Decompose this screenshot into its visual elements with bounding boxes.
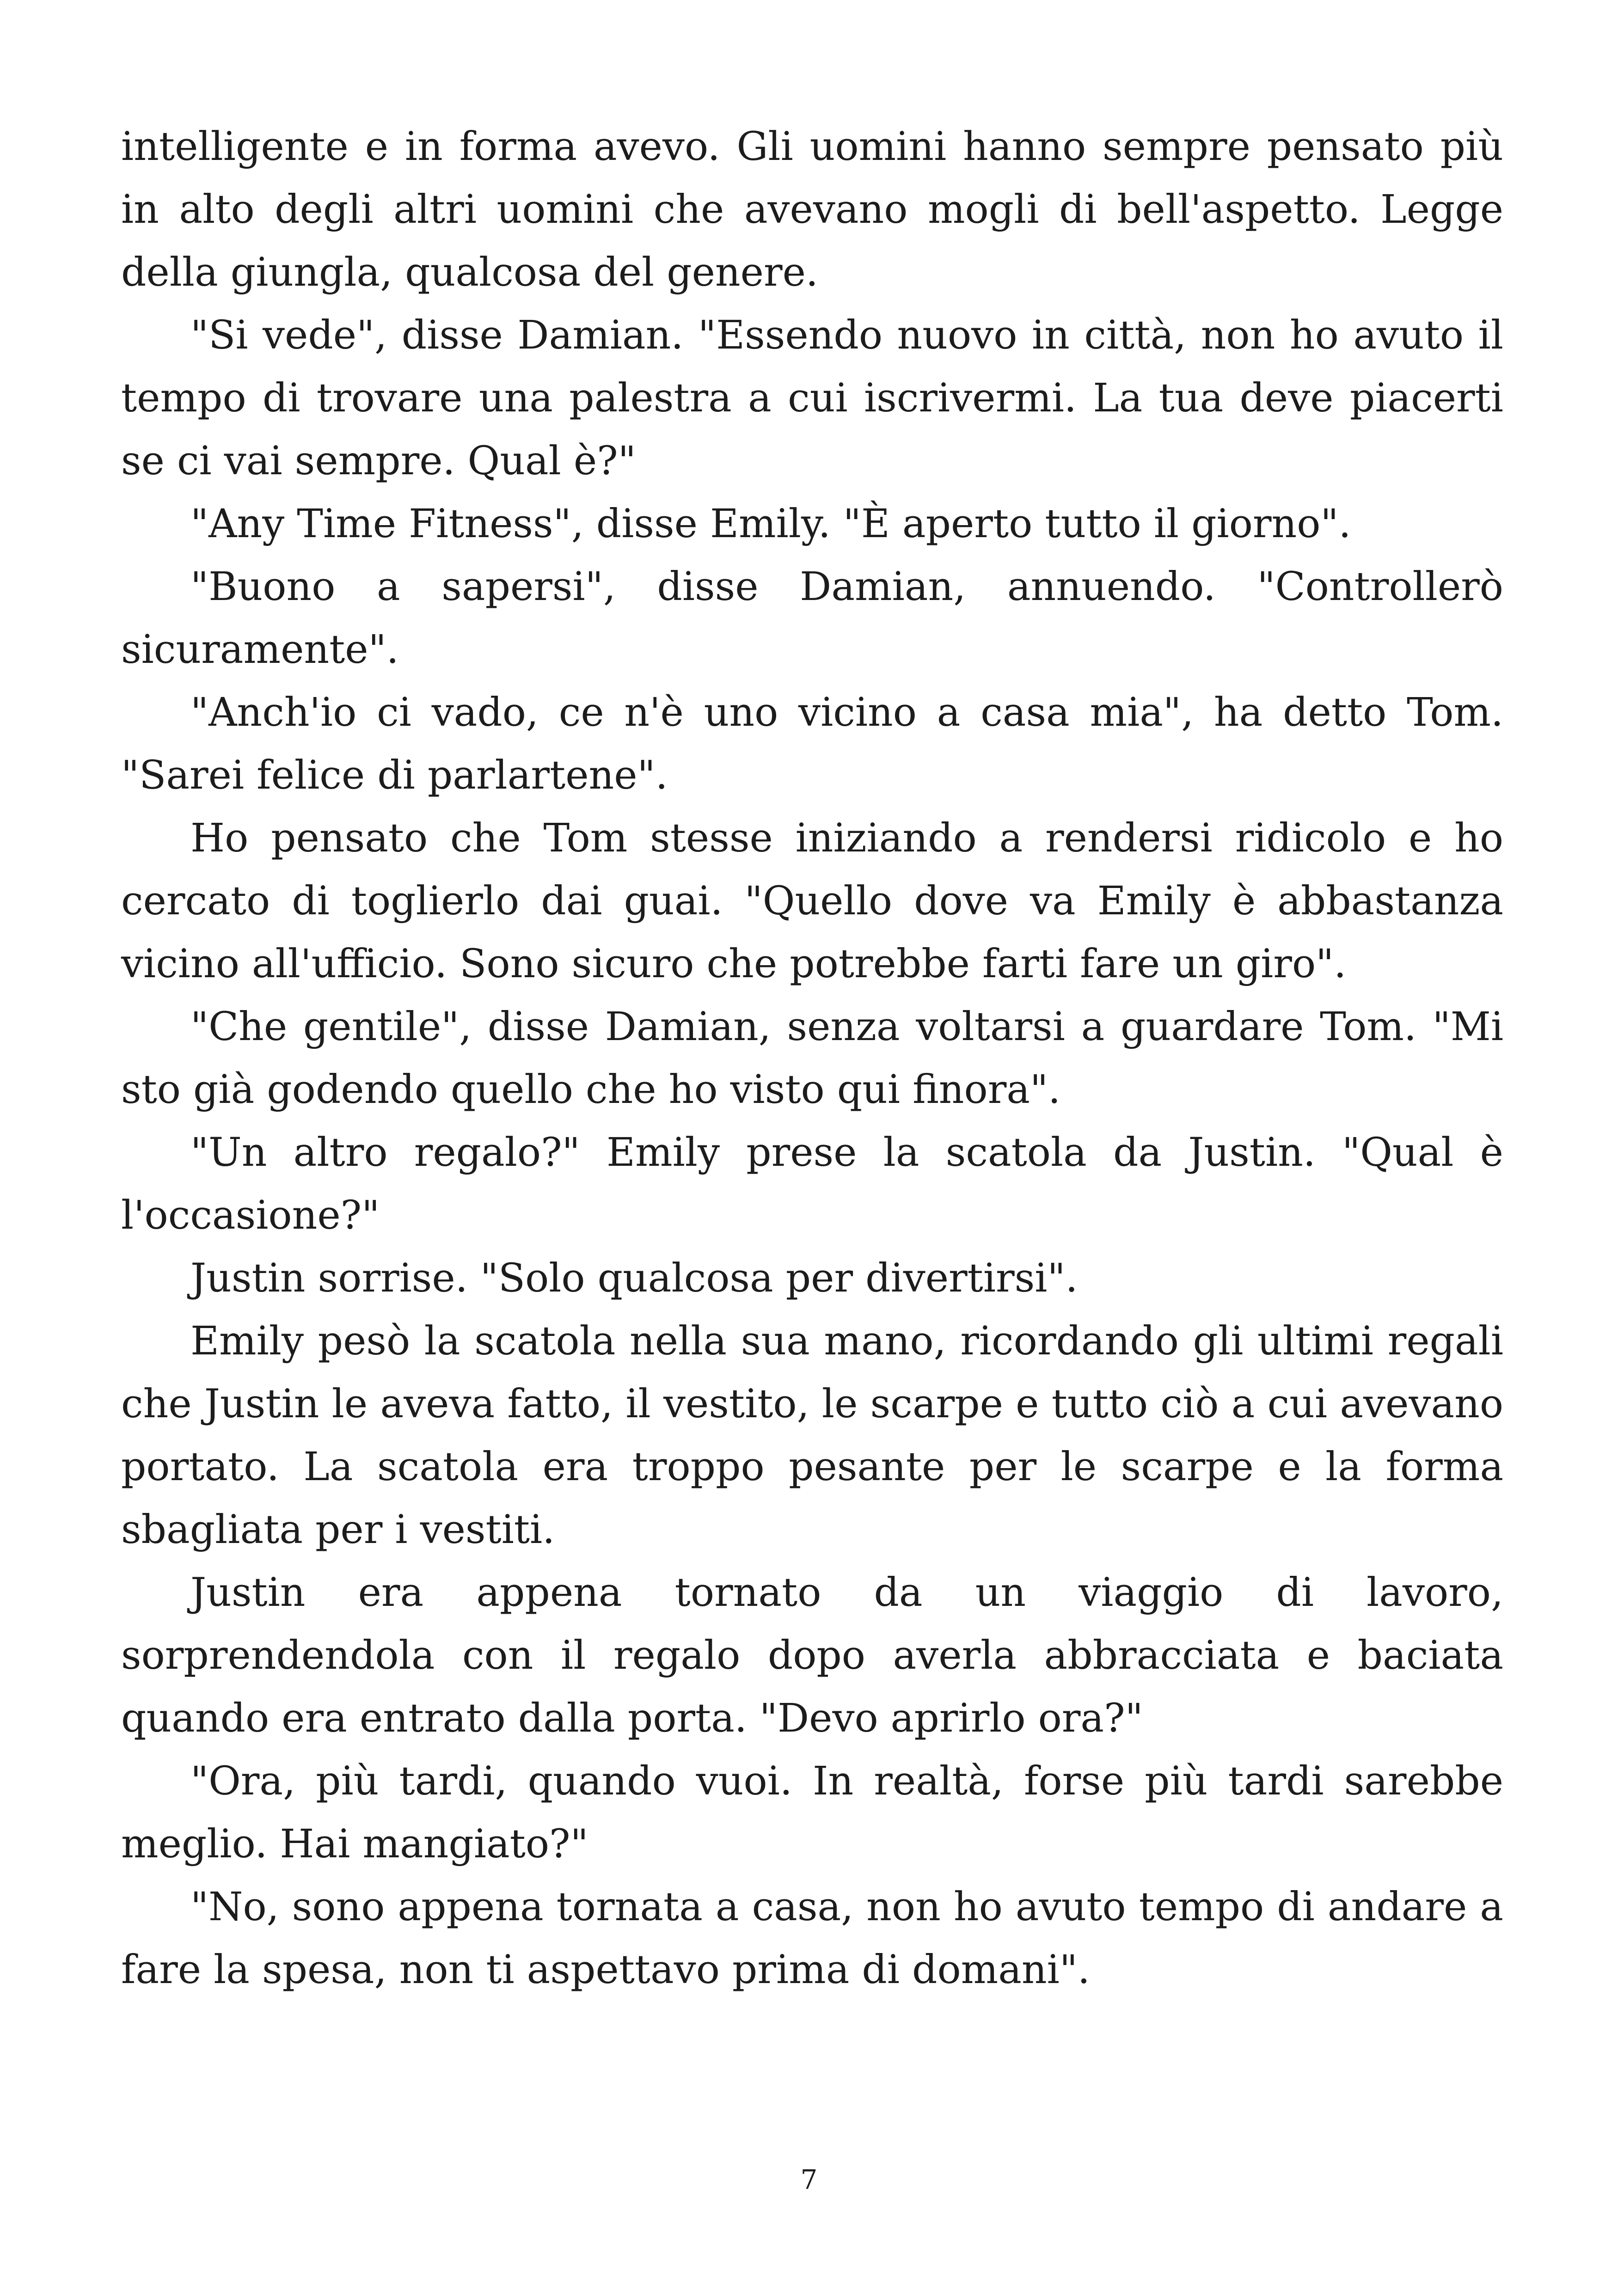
paragraph: "No, sono appena tornata a casa, non ho avuto tempo di andare a fare la spesa, non ti aspettavo prima di domani". [121,1884,1503,1993]
paragraph: "Anch'io ci vado, ce n'è uno vicino a casa mia", ha detto Tom. "Sarei felice di parlartene". [121,690,1503,798]
paragraph: "Buono a sapersi", disse Damian, annuendo. "Controllerò sicuramente". [121,564,1503,673]
paragraph: intelligente e in forma avevo. Gli uomini hanno sempre pensato più in alto degli altri uomini che avevano mogli di bell'aspetto. Legge della giungla, qualcosa del genere. [121,124,1503,295]
paragraph: "Un altro regalo?" Emily prese la scatola da Justin. "Qual è l'occasione?" [121,1130,1503,1238]
paragraph: Justin era appena tornato da un viaggio di lavoro, sorprendendola con il regalo dopo averla abbracciata e baciata quando era entrato dalla porta. "Devo aprirlo ora?" [121,1570,1503,1741]
page-number: 7 [800,2164,818,2195]
paragraph: "Che gentile", disse Damian, senza voltarsi a guardare Tom. "Mi sto già godendo quello che ho visto qui finora". [121,1004,1503,1113]
paragraph: "Any Time Fitness", disse Emily. "È aperto tutto il giorno". [190,501,1351,547]
paragraph: Justin sorrise. "Solo qualcosa per divertirsi". [190,1255,1078,1301]
paragraph: Ho pensato che Tom stesse iniziando a rendersi ridicolo e ho cercato di toglierlo dai guai. "Quello dove va Emily è abbastanza vicino all'ufficio. Sono sicuro che potrebbe farti fare un giro". [121,815,1503,987]
paragraph: Emily pesò la scatola nella sua mano, ricordando gli ultimi regali che Justin le aveva fatto, il vestito, le scarpe e tutto ciò a cui avevano portato. La scatola era troppo pesante per le scarpe e la forma sbagliata per i vestiti. [121,1318,1503,1553]
paragraph: "Si vede", disse Damian. "Essendo nuovo in città, non ho avuto il tempo di trovare una palestra a cui iscrivermi. La tua deve piacerti se ci vai sempre. Qual è?" [121,312,1503,484]
paragraph: "Ora, più tardi, quando vuoi. In realtà, forse più tardi sarebbe meglio. Hai mangiato?" [121,1758,1503,1867]
page-body [121,116,1503,2002]
